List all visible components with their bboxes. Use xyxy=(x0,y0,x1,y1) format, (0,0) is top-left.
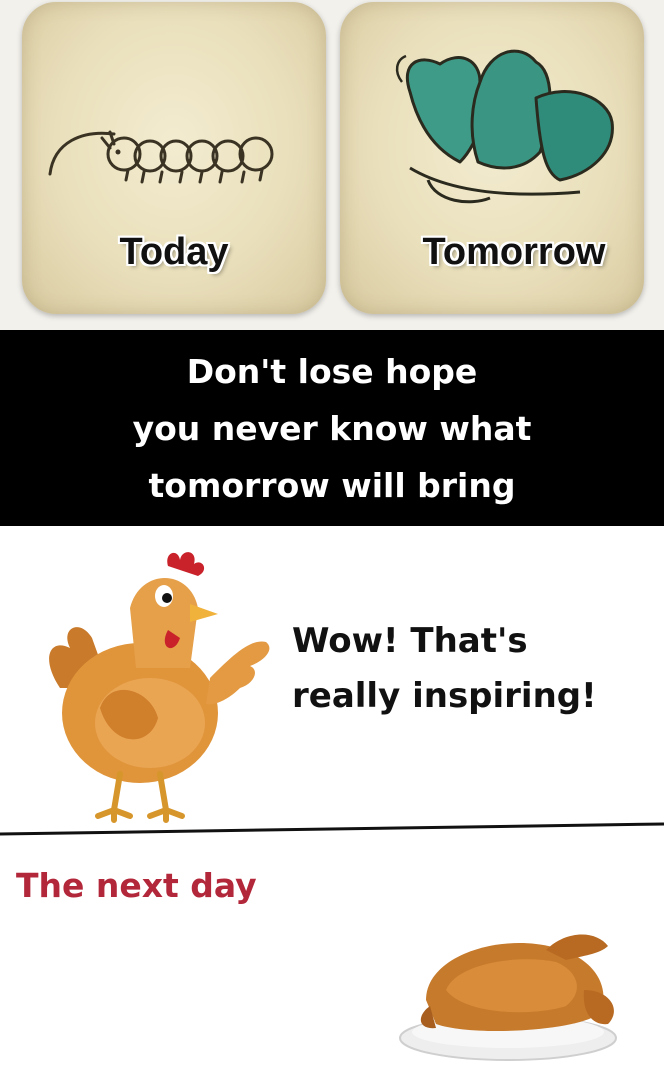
hope-banner xyxy=(0,330,664,526)
tomorrow-label: Tomorrow xyxy=(422,231,606,273)
today-tile xyxy=(22,2,326,314)
next-day-panel xyxy=(0,840,664,1080)
banner-line-3: tomorrow will bring xyxy=(148,465,516,505)
chicken-speech xyxy=(292,614,597,724)
roast-chicken-illustration xyxy=(396,920,636,1070)
chicken-speech-line-1: Wow! That's xyxy=(292,621,528,661)
next-day-caption: The next day xyxy=(16,866,257,905)
banner-line-1: Don't lose hope xyxy=(186,351,478,391)
today-label: Today xyxy=(119,231,229,273)
tomorrow-tile xyxy=(340,2,644,314)
panel-divider xyxy=(0,818,664,840)
chicken-illustration xyxy=(40,538,280,828)
top-panel xyxy=(0,0,664,330)
chicken-panel xyxy=(0,526,664,826)
chicken-speech-line-2: really inspiring! xyxy=(292,676,597,716)
banner-line-2: you never know what xyxy=(132,408,532,448)
